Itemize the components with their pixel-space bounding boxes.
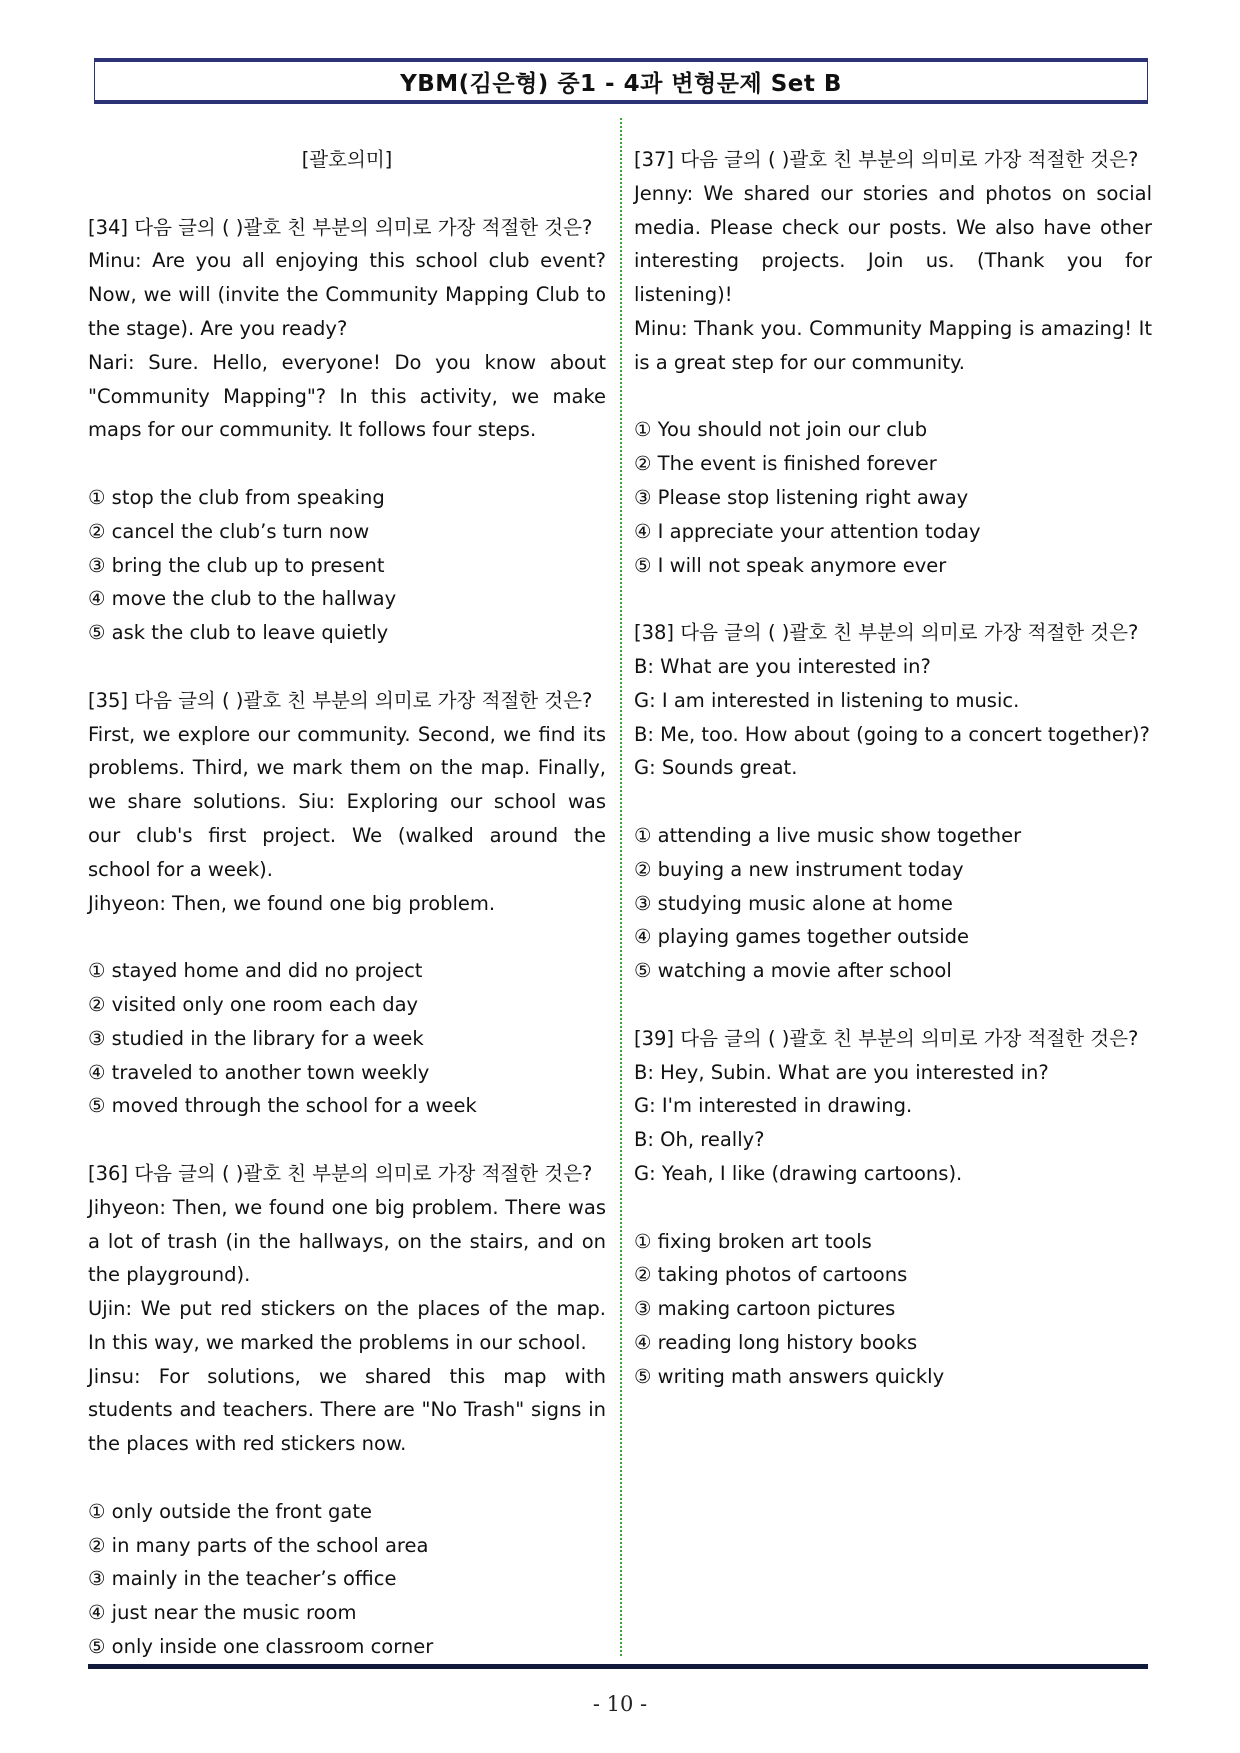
- question-number: [35] 다음 글의 ( )괄호 친 부분의 의미로 가장 적절한 것은?: [88, 688, 593, 712]
- passage-line: First, we explore our community. Second, we find its problems. Third, we mark them on the map. Finally, we share solutions. Siu: Exploring our school was our club's first project. We (walked around the school for a week).: [88, 722, 606, 881]
- passage-line: Nari: Sure. Hello, everyone! Do you know about "Community Mapping"? In this activity, we make maps for our community. It follows four steps.: [88, 350, 606, 442]
- question-number: [39] 다음 글의 ( )괄호 친 부분의 의미로 가장 적절한 것은?: [634, 1026, 1139, 1050]
- answer-option[interactable]: ⑤ ask the club to leave quietly: [88, 621, 389, 645]
- answer-option[interactable]: ② taking photos of cartoons: [634, 1263, 908, 1287]
- question-34: [88, 211, 606, 650]
- answer-option[interactable]: ① stayed home and did no project: [88, 959, 423, 983]
- answer-option[interactable]: ① fixing broken art tools: [634, 1229, 872, 1253]
- question-37: [634, 143, 1152, 582]
- passage-line: G: I am interested in listening to music.: [634, 688, 1020, 712]
- answer-option[interactable]: ③ studied in the library for a week: [88, 1026, 424, 1050]
- answer-option[interactable]: ③ bring the club up to present: [88, 553, 385, 577]
- page-title: YBM(김은형) 중1 - 4과 변형문제 Set B: [400, 70, 842, 97]
- passage-line: Jinsu: For solutions, we shared this map with students and teachers. There are "No Trash" signs in the places with red stickers now.: [88, 1364, 606, 1456]
- answer-option[interactable]: ④ move the club to the hallway: [88, 587, 397, 611]
- answer-option[interactable]: ② The event is finished forever: [634, 452, 937, 476]
- answer-option[interactable]: ① only outside the front gate: [88, 1499, 372, 1523]
- answer-option[interactable]: ⑤ watching a movie after school: [634, 959, 952, 983]
- passage-line: B: What are you interested in?: [634, 654, 931, 678]
- answer-option[interactable]: ④ reading long history books: [634, 1330, 918, 1354]
- question-number: [37] 다음 글의 ( )괄호 친 부분의 의미로 가장 적절한 것은?: [634, 148, 1139, 171]
- footer-rule: [88, 1664, 1148, 1669]
- passage-line: G: Sounds great.: [634, 756, 798, 780]
- question-35: [88, 684, 606, 1123]
- question-38: [634, 616, 1152, 988]
- answer-option[interactable]: ② in many parts of the school area: [88, 1533, 429, 1557]
- header-box: [94, 58, 1148, 104]
- answer-option[interactable]: ④ I appreciate your attention today: [634, 519, 981, 543]
- passage-line: Minu: Thank you. Community Mapping is amazing! It is a great step for our community.: [634, 316, 1152, 374]
- answer-option[interactable]: ③ making cartoon pictures: [634, 1297, 896, 1321]
- passage-line: Jihyeon: Then, we found one big problem.: [88, 891, 496, 915]
- passage-line: Jihyeon: Then, we found one big problem. There was a lot of trash (in the hallways, on the stairs, and on the playground).: [88, 1195, 606, 1287]
- passage-line: G: I'm interested in drawing.: [634, 1094, 913, 1118]
- question-number: [38] 다음 글의 ( )괄호 친 부분의 의미로 가장 적절한 것은?: [634, 621, 1139, 645]
- answer-option[interactable]: ③ studying music alone at home: [634, 891, 953, 915]
- question-number: [36] 다음 글의 ( )괄호 친 부분의 의미로 가장 적절한 것은?: [88, 1161, 593, 1185]
- passage-line: B: Oh, really?: [634, 1128, 765, 1152]
- answer-option[interactable]: ④ traveled to another town weekly: [88, 1060, 430, 1084]
- question-36: [88, 1157, 606, 1664]
- answer-option[interactable]: ③ Please stop listening right away: [634, 485, 969, 509]
- answer-option[interactable]: ① attending a live music show together: [634, 823, 1022, 847]
- passage-line: Ujin: We put red stickers on the places of the map. In this way, we marked the problems in our school.: [88, 1297, 606, 1354]
- answer-option[interactable]: ① You should not join our club: [634, 418, 928, 442]
- passage-line: B: Hey, Subin. What are you interested in?: [634, 1060, 1049, 1084]
- answer-option[interactable]: ⑤ writing math answers quickly: [634, 1364, 945, 1388]
- answer-option[interactable]: ⑤ moved through the school for a week: [88, 1094, 477, 1118]
- answer-option[interactable]: ① stop the club from speaking: [88, 485, 385, 509]
- answer-option[interactable]: ② buying a new instrument today: [634, 857, 964, 881]
- page-number: - 10 -: [592, 1692, 648, 1716]
- passage-line: B: Me, too. How about (going to a concert together)?: [634, 722, 1150, 746]
- passage-line: G: Yeah, I like (drawing cartoons).: [634, 1161, 963, 1185]
- right-column: [634, 143, 1152, 1393]
- section-title: [괄호의미]: [301, 148, 393, 171]
- left-column: [88, 143, 606, 1664]
- answer-option[interactable]: ⑤ only inside one classroom corner: [88, 1635, 434, 1659]
- passage-line: Minu: Are you all enjoying this school club event? Now, we will (invite the Community Mapping Club to the stage). Are you ready?: [88, 249, 606, 340]
- column-divider: [620, 118, 622, 1656]
- answer-option[interactable]: ④ playing games together outside: [634, 925, 970, 949]
- answer-option[interactable]: ⑤ I will not speak anymore ever: [634, 553, 947, 577]
- answer-option[interactable]: ③ mainly in the teacher’s office: [88, 1567, 397, 1591]
- answer-option[interactable]: ④ just near the music room: [88, 1601, 357, 1625]
- answer-option[interactable]: ② visited only one room each day: [88, 992, 419, 1016]
- question-number: [34] 다음 글의 ( )괄호 친 부분의 의미로 가장 적절한 것은?: [88, 215, 593, 239]
- question-39: [634, 1022, 1152, 1394]
- answer-option[interactable]: ② cancel the club’s turn now: [88, 519, 370, 543]
- passage-line: Jenny: We shared our stories and photos on social media. Please check our posts. We also have other interesting projects. Join us. (Thank you for listening)!: [634, 181, 1152, 307]
